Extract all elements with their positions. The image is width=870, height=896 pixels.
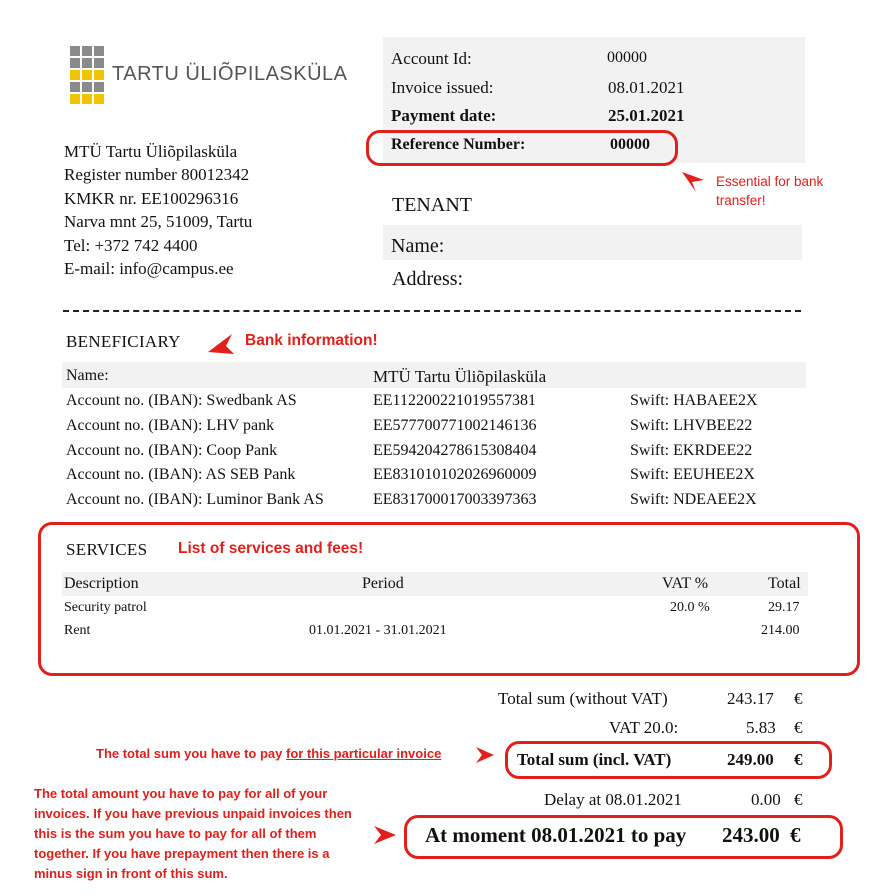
delay-value: 0.00: [751, 790, 781, 809]
bank-account-swift: Swift: HABAEE2X: [630, 392, 758, 409]
total-incl-vat-label: Total sum (incl. VAT): [517, 750, 672, 769]
to-pay-value: 243.00: [722, 823, 780, 847]
overall-total-annotation: The total amount you have to pay for all of your invoices. If you have previous unpaid invoices then this is the sum you have to pay for all of them together. If you have prepayment then there is a minus sign in front of this sum.: [34, 786, 352, 881]
to-pay-label: At moment 08.01.2021 to pay: [425, 823, 687, 847]
currency-symbol: €: [790, 823, 801, 847]
bank-annotation: Bank information!: [245, 332, 378, 349]
bank-account-iban: EE112200221019557381: [373, 392, 536, 409]
logo-icon: [70, 46, 106, 106]
arrow-icon: [678, 168, 706, 194]
services-title: SERVICES: [66, 540, 148, 559]
bank-account-iban: EE831010102026960009: [373, 466, 537, 483]
service-total: 214.00: [761, 623, 800, 638]
service-vat: 20.0 %: [670, 600, 710, 615]
bank-account-swift: Swift: EKRDEE22: [630, 442, 753, 459]
company-phone: Tel: +372 742 4400: [64, 235, 198, 255]
bank-account-label: Account no. (IBAN): Swedbank AS: [66, 392, 297, 409]
service-total: 29.17: [768, 600, 800, 615]
services-header-description: Description: [64, 575, 139, 592]
company-info: [64, 140, 252, 280]
bank-account-swift: Swift: NDEAEE2X: [630, 491, 757, 508]
bank-account-swift: Swift: EEUHEE2X: [630, 466, 755, 483]
beneficiary-title: BENEFICIARY: [66, 332, 181, 351]
company-address: Narva mnt 25, 51009, Tartu: [64, 212, 253, 232]
invoice-issued-label: Invoice issued:: [391, 78, 494, 97]
invoice-total-annotation: The total sum you have to pay for this particular invoice: [96, 746, 442, 761]
services-header-vat: VAT %: [662, 575, 709, 592]
reference-number-label: Reference Number:: [391, 136, 526, 153]
logo-text: TARTU ÜLIÕPILASKÜLA: [112, 63, 348, 85]
reference-highlight: [366, 130, 678, 166]
tenant-name-row: [383, 225, 802, 260]
company-email: E-mail: info@campus.ee: [64, 259, 234, 279]
bank-account-label: Account no. (IBAN): AS SEB Pank: [66, 466, 296, 483]
currency-symbol: €: [794, 750, 803, 769]
arrow-icon: [474, 745, 496, 765]
bank-account-iban: EE831700017003397363: [373, 491, 537, 508]
currency-symbol: €: [794, 689, 803, 708]
company-name: MTÜ Tartu Üliõpilasküla: [64, 142, 238, 161]
service-period: 01.01.2021 - 31.01.2021: [309, 623, 447, 638]
tenant-title: TENANT: [392, 194, 472, 216]
tenant-name-label: Name:: [391, 235, 445, 257]
services-highlight: [38, 522, 860, 676]
delay-label: Delay at 08.01.2021: [544, 790, 682, 809]
bank-account-iban: EE577700771002146136: [373, 417, 537, 434]
reference-annotation: Essential for bank transfer!: [716, 174, 824, 208]
services-header-period: Period: [362, 575, 404, 592]
company-kmkr: KMKR nr. EE100296316: [64, 188, 239, 208]
arrow-icon: [372, 824, 398, 846]
payment-date-value: 25.01.2021: [608, 106, 685, 125]
arrow-icon: [206, 332, 236, 356]
bank-account-swift: Swift: LHVBEE22: [630, 417, 753, 434]
currency-symbol: €: [794, 718, 803, 737]
beneficiary-name-label: Name:: [66, 367, 109, 384]
total-incl-vat-value: 249.00: [727, 750, 774, 769]
service-description: Security patrol: [64, 600, 147, 615]
reference-number-value: 00000: [610, 136, 650, 153]
bank-account-label: Account no. (IBAN): Coop Pank: [66, 442, 278, 459]
beneficiary-name-value: MTÜ Tartu Üliõpilasküla: [373, 367, 547, 386]
service-description: Rent: [64, 623, 91, 638]
company-register: Register number 80012342: [64, 165, 250, 185]
services-annotation: List of services and fees!: [178, 540, 364, 557]
invoice-issued-value: 08.01.2021: [608, 78, 685, 97]
bank-account-label: Account no. (IBAN): LHV pank: [66, 417, 275, 434]
total-without-vat-label: Total sum (without VAT): [498, 689, 668, 708]
bank-account-iban: EE594204278615308404: [373, 442, 537, 459]
bank-account-label: Account no. (IBAN): Luminor Bank AS: [66, 491, 324, 508]
vat-label: VAT 20.0:: [609, 718, 679, 737]
account-id-value: 00000: [607, 49, 647, 66]
vat-value: 5.83: [746, 718, 776, 737]
total-without-vat-value: 243.17: [727, 689, 774, 708]
currency-symbol: €: [794, 790, 803, 809]
services-header-total: Total: [768, 575, 801, 592]
payment-date-label: Payment date:: [391, 106, 497, 125]
account-id-label: Account Id:: [391, 49, 472, 68]
section-divider: [63, 310, 801, 312]
tenant-address-label: Address:: [392, 268, 464, 290]
